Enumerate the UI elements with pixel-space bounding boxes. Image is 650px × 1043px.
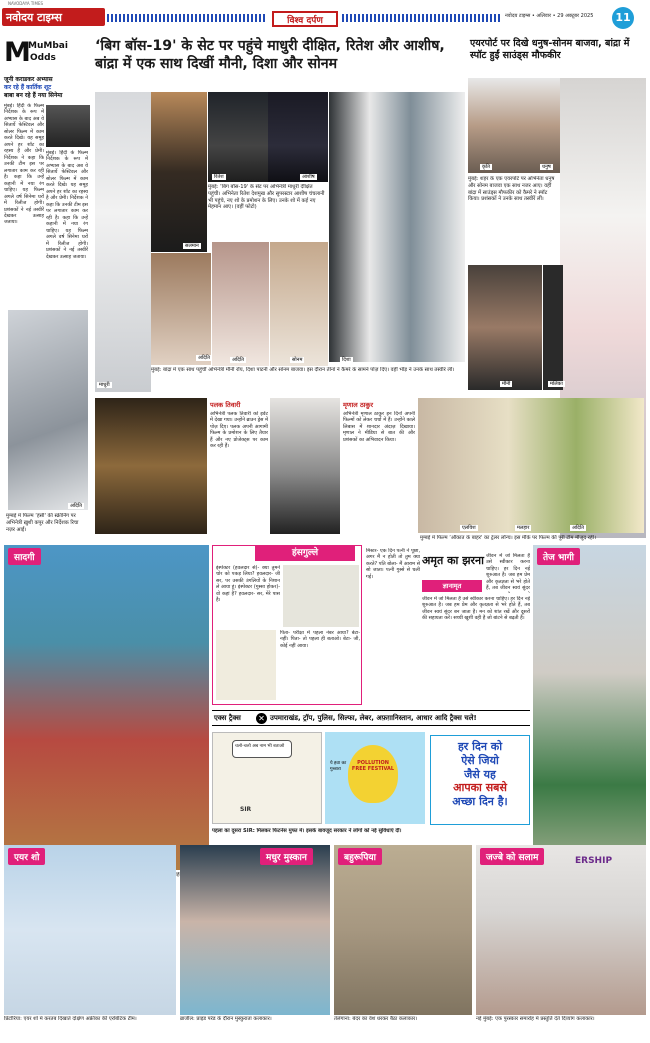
bigboss-bottom-caption: मुंबई: बांद्रा में एक साथ पहुंचीं अभिनेत्री मौनी रॉय, दिशा पाटनी और सोनम बाजवा। इस दौरान तीनों ने कैमरे के सामने पोज़ दिए। वहीं भीड़ ने उनके साथ तस्वीरें लीं।	[151, 367, 455, 373]
palak-text: अभिनेत्री पलक तिवारी को इवेंट में देखा गया। उन्होंने ब्राउन ड्रेस में पोज़ दिए। पलक अपनी आगामी फिल्म के प्रमोशन के लिए तैयार हैं और नए प्रोजेक्ट्स पर काम कर रही हैं।	[210, 411, 268, 450]
mumbai-odds-caption: मुम्बई में फिल्म ‘हंसी' की स्क्रीनिंग पर अभिनेत्री ख़ुशी कपूर और निर्देशक रिचा नज़र आईं।	[6, 513, 79, 533]
salman-madhuri-photo	[151, 92, 207, 252]
balloon-sub: ये हवा का गुब्बारा	[330, 761, 347, 772]
mumbai-odds-body: मुंबई। हिंदी के फिल्म निर्देशक के रूप में अभ्यास के बाद अब ये सितार्ये फेस्टिवल और सोलर फिल्म में काम करते दिखे। यह समूह अपने हर शॉट का रहस्य है और प्रेमी। निर्देशक ने कहा कि उनकी टीम इस पर लगातार काम कर रही है। कहा कि उन्हें कहानी में नया रंग चाहिए। यह फिल्म अगले वर्ष सिनेमा घरों में रिलीज होगी। प्रशंसकों ने नई तस्वीरें देखकर उत्साह जताया।	[4, 103, 44, 226]
jazbe-photo	[476, 845, 646, 1015]
disha-name: दिशा	[342, 357, 351, 363]
mumbai-odds-body-2: मुंबई। हिंदी के फिल्म निर्देशक के रूप में अभ्यास के बाद अब ये सितार्ये फेस्टिवल और सोलर फिल्म में काम करते दिखे। यह समूह अपने हर शॉट का रहस्य है और प्रेमी। निर्देशक ने कहा कि उनकी टीम इस पर लगातार काम कर रही है। कहा कि उन्हें कहानी में नया रंग चाहिए। यह फिल्म अगले वर्ष सिनेमा घरों में रिलीज होगी। प्रशंसकों ने नई तस्वीरें देखकर उत्साह जताया।	[46, 150, 88, 260]
jazbe-caption: नई मुंबई: एक पुरस्कार समारोह में प्रस्तुति देते दिव्यांग कलाकार।	[476, 1016, 595, 1022]
mrunal-text: अभिनेत्री मृणाल ठाकुर इन दिनों अपनी फिल्मों को लेकर चर्चा में हैं। उन्होंने काले लिबास में शानदार अंदाज़ दिखाया। मृणाल ने मीडिया से बात की और प्रशंसकों का अभिवादन किया।	[343, 411, 415, 443]
ad-line5: अच्छा दिन है।	[452, 795, 508, 808]
joke-1: इंस्पेक्टर (हवलदार से)- क्या तुमने चोर को पकड़ लिया? हवलदार- जी सर, पर उसकी उंगलियों के निशान ले आया हूं। इंस्पेक्टर (गुस्सा होकर)- वो कहां है? हवलदार- सर, मेरे पास है।	[216, 565, 280, 604]
ad-line1: हर दिन को	[457, 740, 503, 753]
bigboss-headline: ‘बिग बॉस-19' के सेट पर पहुंचे माधुरी दीक्षित, रितेश और आशीष, बांद्रा में एक साथ दिखीं मौनी, दिशा और सोनम	[95, 38, 445, 73]
mumbai-odds-headline	[4, 75, 88, 99]
sir-caption: पहला का दूसरा SIR: मिलकर फिटनेस मुफ्त में। इसके बावजूद सरकार ने लोगों को नई सुविधाएं दीं।	[212, 828, 402, 834]
amrit-text-2: जीवन में जो मिलता है उसे स्वीकार करना चाहिए। हर दिन नई शुरुआत है। जब हम प्रेम और कृतज्ञता से भरे होते हैं, तब जीवन स्वयं सुंदर	[486, 553, 530, 592]
malika-name: मलिका	[550, 381, 563, 387]
madhur-photo	[180, 845, 330, 1015]
kriti-dhanush-photo	[468, 78, 560, 173]
bahuroopia-photo	[334, 845, 472, 1015]
paper-name: नवोदय टाइम्स	[6, 11, 62, 24]
header-stripes-left	[107, 14, 267, 22]
saadgi-tag: सादगी	[8, 548, 41, 565]
airshow-tag: एयर शो	[8, 848, 45, 865]
aditi-name-b: अदिति	[232, 357, 244, 363]
page-number: 11	[612, 7, 634, 29]
madhur-tag: मधुर मुस्कान	[260, 848, 313, 865]
amrit-heading: अमृत का झरना	[422, 554, 484, 567]
elvish-name: एलविश	[462, 525, 476, 531]
series-text: उपमाराखंड, ट्रॉप, पुलिस, सिल्फा, लेबर, अफ़ग़ानिस्तान, आधार आदि ट्रैक्स चले!	[270, 714, 477, 722]
aukaat-photo	[418, 398, 644, 533]
sonam-photo	[270, 242, 328, 366]
thought-ad	[430, 735, 530, 825]
paper-small-ref: NAVODAYA TIMES	[8, 1, 44, 6]
logo-line2: Odds	[30, 53, 56, 63]
kriti-name: कृति	[482, 164, 490, 170]
dhanush-name: धनुष	[542, 164, 551, 170]
mouni-airport-photo	[468, 265, 542, 390]
madhuri-photo	[95, 92, 151, 392]
aukaat-caption: मुम्बई में फिल्म ‘औकात के बाहर' का ट्रेलर लॉन्च। इस मौके पर फिल्म की पूरी टीम मौजूद रही।	[420, 535, 596, 541]
mumbai-odds-logo	[4, 38, 66, 68]
ad-line2: ऐसे जियो	[461, 753, 499, 767]
logo-m: M	[4, 37, 31, 68]
amrit-subheading: ज्ञानामृत	[422, 580, 482, 592]
mrunal-photo	[270, 398, 340, 534]
ad-line3: जैसे यह	[464, 767, 496, 781]
amrit-text: जीवन में जो मिलता है उसे स्वीकार करना चाहिए। हर दिन नई शुरुआत है। जब हम प्रेम और कृतज्ञता से भरे होते हैं, तब जीवन स्वयं सुंदर बन जाता है। मन को शांत रखें और दूसरों की सहायता करें। सच्ची खुशी वही है जो बांटने से बढ़ती है।	[422, 596, 530, 622]
airport-headline: एयरपोर्ट पर दिखे धनुष-सोनम बाजवा, बांद्रा में स्पॉट हुईं साउंड्स मौफकीर	[470, 38, 630, 62]
palak-photo	[95, 398, 207, 534]
aditi-aukaat-name: अदिति	[572, 525, 584, 531]
sir-pen-text: SIR	[240, 806, 252, 813]
malika-photo	[543, 265, 563, 390]
bahuroopia-tag: बहुरूपिया	[338, 848, 382, 865]
tez-tag: तेज भागी	[537, 548, 580, 565]
salman-name: सलमान	[185, 243, 199, 249]
jazbe-banner: ERSHIP	[575, 856, 613, 866]
airshow-caption: प्रिटोरिया: एयर शो में करतब दिखाते दक्षिण अफ्रीका की एरोबेटिक टीम।	[4, 1016, 137, 1022]
police-cartoon	[283, 565, 359, 627]
jazbe-tag: जज्बे को सलाम	[480, 848, 544, 865]
headline-line1: जूनी कराडकर अभ्यास	[4, 76, 53, 83]
mouni-airport-name: मौनी	[502, 381, 511, 387]
airshow-photo	[4, 845, 176, 1015]
series-banner	[212, 710, 530, 726]
mouni-disha-photo	[329, 92, 465, 362]
edition-date: नवोदय टाइम्स • अलिवार • 29 अक्टूबर 2025	[505, 13, 594, 19]
series-label: एक्स ट्रैक्स	[214, 714, 241, 722]
logo-line1: MuMbai	[28, 41, 68, 51]
ashish-photo	[268, 92, 328, 182]
ashish-name: आशीष	[302, 174, 315, 180]
headline-line2: कर रहे हैं कार्तिक शूट	[4, 84, 52, 91]
ritesh-name: रितेश	[214, 174, 224, 180]
balloon-text: POLLUTION FREE FESTIVAL	[351, 760, 395, 772]
tez-photo	[533, 545, 646, 865]
khushi-name: अदिति	[70, 503, 82, 509]
airport-caption: मुंबई: शहर के एक एयरपोर्ट पर अभिनेता धनुष और सोनम बाजवा एक साथ नजर आए। वहीं बांद्रा में साउंड्स मौफकीर को कैमरे ने स्पॉट किया। प्रशंसकों ने उनके साथ तस्वीरें लीं।	[468, 176, 555, 203]
khushi-photo	[8, 310, 88, 510]
saadgi-photo	[4, 545, 209, 870]
malhar-name: मलहार	[517, 525, 530, 531]
aditi-photo-b	[212, 242, 269, 366]
sir-bubble: चलो-चलो अब नाम भी बताओ	[232, 740, 292, 758]
palak-name: पलक तिवारी	[210, 401, 241, 409]
aditi-photo-a	[151, 253, 211, 365]
masthead	[0, 0, 650, 30]
section-title: विश्व दर्पण	[272, 11, 338, 27]
mrunal-name: मृणाल ठाकुर	[343, 401, 374, 409]
ritesh-photo	[208, 92, 268, 182]
madhur-caption: ब्राजील: प्राइड परेड के दौरान मुस्कुराता कलाकार।	[180, 1016, 272, 1022]
headline-line3: बाबा बन रहे हैं नया सिनेमा	[4, 92, 63, 99]
kasam-text: मिस्टर- एक दिन पत्नी ने पूछा, अगर मैं न होती तो तुम क्या करते? पति बोला- मैं आराम से सो जाता। पत्नी गुस्से से चली गई।	[366, 548, 420, 580]
bigboss-mid-caption: मुंबई: ‘बिग बॉस-19' के सेट पर अभिनेत्री माधुरी दीक्षित पहुंची। अभिनेता रितेश देशमुख और सुपरस्टार आशीष चंचलानी भी पहुंचे, नए शो के प्रमोशन के लिए। उनके शो में कई नए मेहमान आए। (वहीं फोटो)	[208, 184, 325, 211]
balloon-shape	[348, 745, 398, 803]
aditi-name-a: अदिति	[198, 355, 210, 361]
cross-icon: ✕	[256, 713, 267, 724]
joke-2: पिता- परीक्षा में पहला नंबर आया? बेटा- नहीं। पिता- तो पहला ही बताओ। बेटा- जी, कोई नहीं आया।	[280, 630, 360, 649]
ad-line4: आपका सबसे	[453, 781, 507, 795]
teacher-cartoon	[216, 630, 276, 700]
madhuri-name: माधुरी	[99, 382, 110, 388]
salman-photo	[46, 105, 90, 147]
bahuroopia-caption: तेलंगाना: बंदर का वेश धरकर बैठा कलाकार।	[334, 1016, 418, 1022]
sonam-name: सोनम	[292, 357, 303, 363]
header-stripes-right	[342, 14, 502, 22]
hasgulle-title: हंसगुल्ले	[255, 545, 355, 561]
